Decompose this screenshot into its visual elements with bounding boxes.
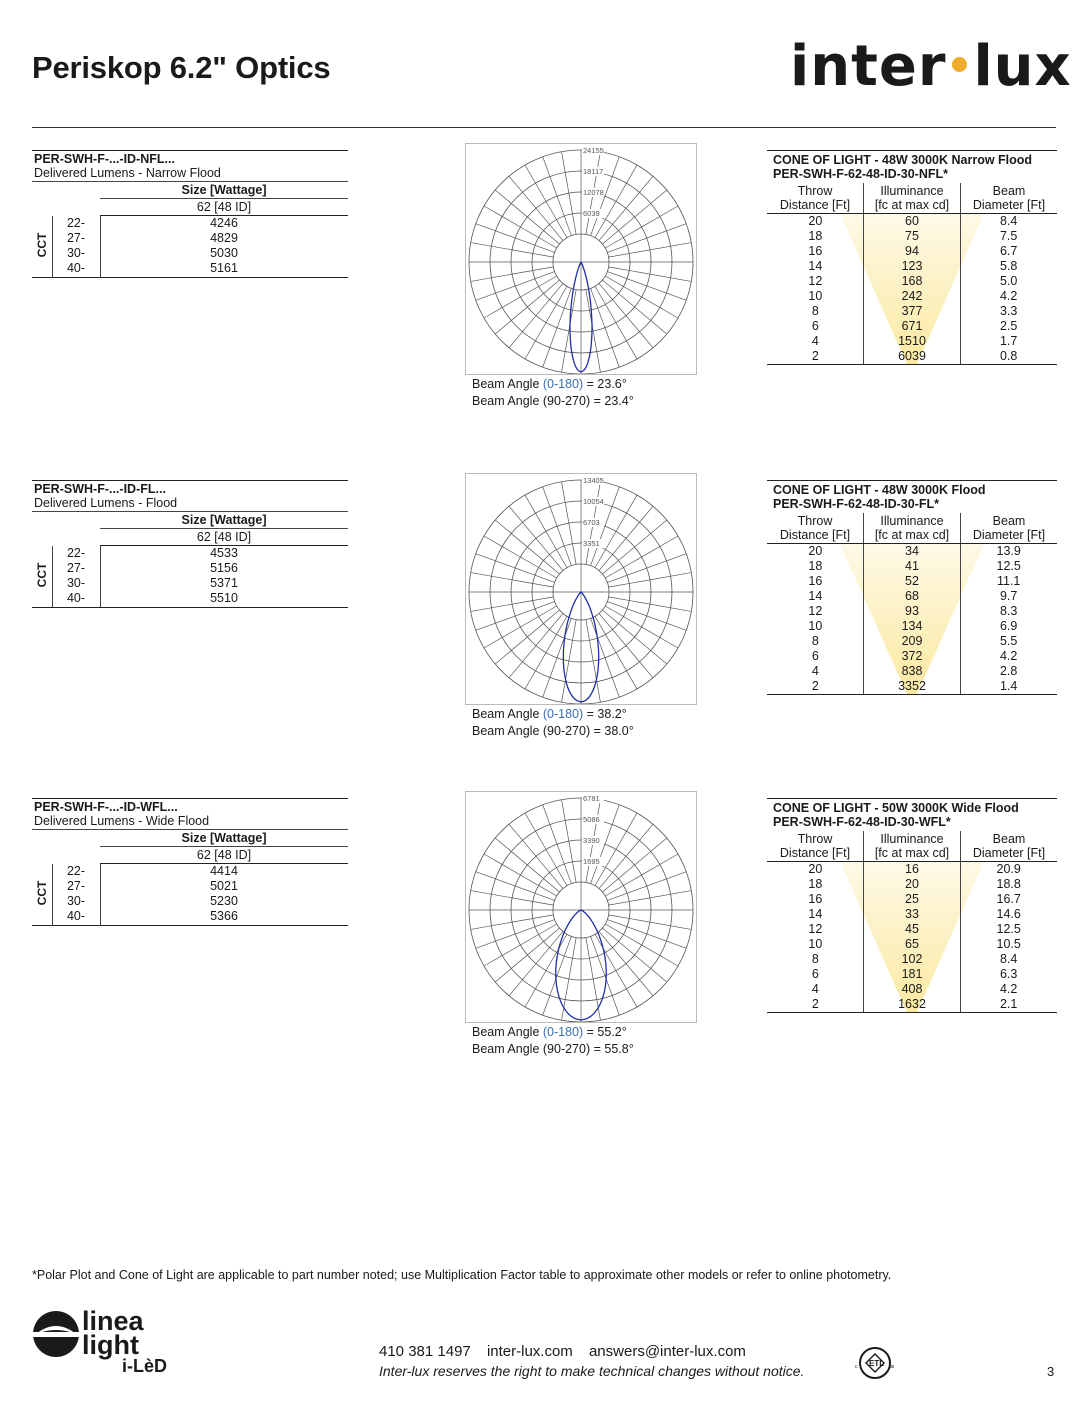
cone-body <box>767 544 1057 695</box>
lumen-value: 4533 <box>210 546 238 560</box>
beam-angle-90-270: Beam Angle (90-270) = 23.4° <box>472 394 634 408</box>
cone-row <box>767 559 1057 574</box>
cone-header: Beam Diameter [Ft] <box>960 183 1057 213</box>
cone-cell: 1510 <box>898 334 926 348</box>
cone-cell: 181 <box>901 967 923 981</box>
cone-row <box>767 952 1057 967</box>
cone-cell: 12 <box>808 604 823 618</box>
polar-spoke <box>484 854 557 896</box>
lumens-table <box>32 480 348 608</box>
cone-cell: 93 <box>905 604 919 618</box>
cone-row <box>767 319 1057 334</box>
cone-part-code: PER-SWH-F-62-48-ID-30-FL* <box>773 497 939 511</box>
cone-header: Beam Diameter [Ft] <box>960 831 1057 861</box>
part-code: PER-SWH-F-...-ID-FL... <box>32 480 348 496</box>
linea-light-logo <box>32 1304 192 1381</box>
polar-ring-label: 10054 <box>583 497 604 506</box>
polar-spoke <box>476 272 555 301</box>
polar-spoke <box>562 482 577 565</box>
cone-cell: 4.2 <box>999 982 1018 996</box>
inter-lux-logo <box>790 34 1072 99</box>
cone-cell: 94 <box>905 244 919 258</box>
cone-cell: 6 <box>811 649 819 663</box>
cone-cell: 123 <box>901 259 923 273</box>
polar-ring-label: 6703 <box>583 518 600 527</box>
polar-spoke <box>609 915 692 930</box>
cone-cell: 10.5 <box>996 937 1021 951</box>
logo-dot-icon <box>952 57 967 72</box>
cone-cell: 2 <box>811 679 819 693</box>
cone-cell: 2 <box>811 349 819 363</box>
lumen-value: 5371 <box>210 576 238 590</box>
polar-ring-label: 1695 <box>583 857 600 866</box>
phone-number: 410 381 1497 <box>379 1343 471 1360</box>
logo-light-text: light <box>82 1330 139 1360</box>
lumen-value: 4246 <box>210 216 238 230</box>
logo-text-inter: inter <box>790 34 947 99</box>
polar-spoke <box>609 243 692 258</box>
cct-label: CCT <box>35 880 49 906</box>
cone-header: Illuminance [fc at max cd] <box>863 183 960 213</box>
cone-cell: 12 <box>808 922 823 936</box>
polar-spoke <box>471 597 554 612</box>
polar-ring-label: 6781 <box>583 794 600 803</box>
cone-row <box>767 229 1057 244</box>
cone-cell: 2.5 <box>999 319 1018 333</box>
cone-cell: 33 <box>905 907 919 921</box>
polar-spoke <box>543 157 572 236</box>
cone-header: Illuminance [fc at max cd] <box>863 831 960 861</box>
polar-spoke <box>607 602 686 631</box>
polar-ring-label: 3351 <box>583 539 600 548</box>
cone-row <box>767 349 1057 364</box>
part-code: PER-SWH-F-...-ID-WFL... <box>32 798 348 814</box>
cone-cell: 5.0 <box>999 274 1018 288</box>
cone-cell: 18 <box>808 559 823 573</box>
polar-spoke <box>476 554 555 583</box>
cone-cell: 8 <box>811 952 819 966</box>
cone-cell: 5.8 <box>999 259 1018 273</box>
cone-cell: 3352 <box>898 679 926 693</box>
cone-cell: 102 <box>901 952 923 966</box>
cone-cell: 372 <box>901 649 923 663</box>
polar-spoke <box>595 934 637 1007</box>
cone-header: Illuminance [fc at max cd] <box>863 513 960 543</box>
polar-ring-label: 24155 <box>583 146 604 155</box>
cone-cell: 16 <box>808 574 823 588</box>
logo-iled-text: i-LèD <box>122 1356 167 1376</box>
polar-spoke <box>476 602 555 631</box>
cone-cell: 6.3 <box>999 967 1018 981</box>
size-value: 62 [48 ID] <box>100 847 348 864</box>
cct-value: 40- <box>66 261 86 275</box>
cone-cell: 10 <box>808 937 823 951</box>
cct-value: 22- <box>66 864 86 878</box>
polar-ring-label: 13405 <box>583 476 604 485</box>
size-header: Size [Wattage] <box>100 182 348 199</box>
cone-row <box>767 907 1057 922</box>
beam-angle-90-270: Beam Angle (90-270) = 38.0° <box>472 724 634 738</box>
polar-spoke <box>525 165 567 238</box>
page-title: Periskop 6.2" Optics <box>32 50 331 85</box>
polar-spoke <box>525 813 567 886</box>
polar-spoke <box>476 872 555 901</box>
cone-part-code: PER-SWH-F-62-48-ID-30-NFL* <box>773 167 949 181</box>
lumen-value: 5161 <box>210 261 238 275</box>
cone-part-code: PER-SWH-F-62-48-ID-30-WFL* <box>773 815 951 829</box>
cone-row <box>767 544 1057 559</box>
polar-spoke <box>609 891 692 906</box>
cct-value: 30- <box>66 894 86 908</box>
cone-cell: 60 <box>905 214 919 228</box>
cone-cell: 6 <box>811 967 819 981</box>
cct-value: 27- <box>66 879 86 893</box>
polar-spoke <box>525 286 567 359</box>
cone-cell: 20 <box>808 544 823 558</box>
cone-of-light-table <box>767 480 1057 695</box>
etl-certification-icon <box>853 1344 897 1389</box>
lumen-value: 5230 <box>210 894 238 908</box>
cone-cell: 52 <box>905 574 919 588</box>
polar-ring-label: 5086 <box>583 815 600 824</box>
cone-cell: 2.1 <box>999 997 1018 1011</box>
cone-cell: 4 <box>811 664 819 678</box>
cone-cell: 75 <box>905 229 919 243</box>
cone-cell: 18 <box>808 877 823 891</box>
polar-spoke <box>476 224 555 253</box>
polar-spoke <box>607 224 686 253</box>
polar-spoke <box>484 276 557 318</box>
cone-cell: 18.8 <box>996 877 1021 891</box>
cone-row <box>767 214 1057 229</box>
cct-value: 40- <box>66 591 86 605</box>
polar-spoke <box>471 573 554 588</box>
beam-angle-info <box>472 1024 634 1058</box>
polar-spoke <box>605 536 678 578</box>
cone-row <box>767 982 1057 997</box>
table-description: Delivered Lumens - Flood <box>32 496 348 512</box>
polar-spoke <box>595 616 637 689</box>
cone-cell: 12.5 <box>996 922 1021 936</box>
cone-cell: 16 <box>808 244 823 258</box>
cone-cell: 20 <box>905 877 919 891</box>
cone-row <box>767 574 1057 589</box>
cone-title: CONE OF LIGHT - 48W 3000K Flood <box>773 483 986 497</box>
cone-row <box>767 619 1057 634</box>
lumens-table <box>32 798 348 926</box>
cone-title: CONE OF LIGHT - 50W 3000K Wide Flood <box>773 801 1019 815</box>
logo-text-lux: lux <box>973 34 1072 99</box>
cone-cell: 10 <box>808 619 823 633</box>
polar-spoke <box>562 800 577 883</box>
polar-spoke <box>605 206 678 248</box>
polar-ring-label: 18117 <box>583 167 604 176</box>
cct-value: 30- <box>66 576 86 590</box>
polar-spoke <box>476 920 555 949</box>
logo-linea-text: linea <box>82 1306 144 1336</box>
cone-cell: 20.9 <box>996 862 1021 876</box>
cone-row <box>767 877 1057 892</box>
cone-cell: 8 <box>811 634 819 648</box>
cct-value: 40- <box>66 909 86 923</box>
cone-row <box>767 589 1057 604</box>
polar-spoke <box>607 272 686 301</box>
cone-cell: 134 <box>901 619 923 633</box>
cone-row <box>767 997 1057 1012</box>
cone-row <box>767 634 1057 649</box>
polar-spoke <box>484 606 557 648</box>
polar-spoke <box>484 206 557 248</box>
polar-spoke <box>609 267 692 282</box>
lumen-value: 5021 <box>210 879 238 893</box>
polar-spoke <box>525 495 567 568</box>
cone-cell: 4 <box>811 982 819 996</box>
cone-cell: 1.7 <box>999 334 1018 348</box>
cone-header: Throw Distance [Ft] <box>779 184 851 212</box>
cone-cell: 209 <box>901 634 923 648</box>
cone-cell: 68 <box>905 589 919 603</box>
table-description: Delivered Lumens - Wide Flood <box>32 814 348 830</box>
cone-cell: 4.2 <box>999 289 1018 303</box>
cct-value: 22- <box>66 216 86 230</box>
cone-header: Beam Diameter [Ft] <box>960 513 1057 543</box>
polar-spoke <box>605 854 678 896</box>
cone-cell: 14 <box>808 259 823 273</box>
part-code: PER-SWH-F-...-ID-NFL... <box>32 150 348 166</box>
beam-angle-info <box>472 376 634 410</box>
cone-cell: 7.5 <box>999 229 1018 243</box>
polar-spoke <box>607 554 686 583</box>
beam-angle-90-270: Beam Angle (90-270) = 55.8° <box>472 1042 634 1056</box>
lumen-value: 5366 <box>210 909 238 923</box>
lumen-value: 5510 <box>210 591 238 605</box>
polar-plot <box>465 143 697 375</box>
cone-row <box>767 244 1057 259</box>
cone-cell: 20 <box>808 862 823 876</box>
cone-row <box>767 334 1057 349</box>
cone-cell: 65 <box>905 937 919 951</box>
polar-ring-label: 3390 <box>583 836 600 845</box>
polar-spoke <box>591 936 620 1015</box>
cone-cell: 2 <box>811 997 819 1011</box>
cct-label: CCT <box>35 232 49 258</box>
svg-text:us: us <box>889 1364 895 1370</box>
size-value: 62 [48 ID] <box>100 529 348 546</box>
cone-cell: 408 <box>901 982 923 996</box>
cone-cell: 16 <box>905 862 919 876</box>
cone-cell: 14 <box>808 589 823 603</box>
cone-row <box>767 289 1057 304</box>
polar-spoke <box>607 920 686 949</box>
lumens-table <box>32 150 348 278</box>
cct-label: CCT <box>35 562 49 588</box>
page-number: 3 <box>1047 1364 1055 1379</box>
cone-cell: 5.5 <box>999 634 1018 648</box>
cone-cell: 16 <box>808 892 823 906</box>
cone-cell: 8 <box>811 304 819 318</box>
lumen-value: 4829 <box>210 231 238 245</box>
cone-cell: 168 <box>901 274 923 288</box>
cone-row <box>767 274 1057 289</box>
polar-spoke <box>471 267 554 282</box>
cone-cell: 6.9 <box>999 619 1018 633</box>
cone-cell: 18 <box>808 229 823 243</box>
polar-ring-label: 12078 <box>583 188 604 197</box>
cone-cell: 242 <box>901 289 923 303</box>
header-divider <box>32 127 1056 128</box>
beam-angle-info <box>472 706 634 740</box>
polar-spoke <box>471 915 554 930</box>
cone-row <box>767 304 1057 319</box>
size-header: Size [Wattage] <box>100 512 348 529</box>
size-header: Size [Wattage] <box>100 830 348 847</box>
cone-cell: 6039 <box>898 349 926 363</box>
cone-row <box>767 664 1057 679</box>
cone-cell: 1.4 <box>999 679 1018 693</box>
cone-row <box>767 937 1057 952</box>
polar-spoke <box>525 616 567 689</box>
beam-angle-0-180: Beam Angle (0-180) = 55.2° <box>472 1025 627 1039</box>
polar-plot <box>465 473 697 705</box>
polar-spoke <box>595 286 637 359</box>
cone-cell: 16.7 <box>996 892 1021 906</box>
cone-cell: 13.9 <box>996 544 1021 558</box>
cone-cell: 671 <box>901 319 923 333</box>
cone-cell: 12.5 <box>996 559 1021 573</box>
cone-cell: 4.2 <box>999 649 1018 663</box>
cone-cell: 45 <box>905 922 919 936</box>
polar-spoke <box>471 243 554 258</box>
cone-cell: 6.7 <box>999 244 1018 258</box>
cone-row <box>767 922 1057 937</box>
polar-spoke <box>562 152 577 235</box>
size-value: 62 [48 ID] <box>100 199 348 216</box>
polar-spoke <box>605 924 678 966</box>
polar-spoke <box>609 573 692 588</box>
cone-row <box>767 892 1057 907</box>
cone-cell: 377 <box>901 304 923 318</box>
polar-spoke <box>471 891 554 906</box>
cone-body <box>767 214 1057 365</box>
cone-cell: 9.7 <box>999 589 1018 603</box>
cone-header: Throw Distance [Ft] <box>779 514 851 542</box>
disclaimer: Inter-lux reserves the right to make technical changes without notice. <box>379 1363 805 1379</box>
polar-spoke <box>543 288 572 367</box>
lumen-value: 4414 <box>210 864 238 878</box>
cone-row <box>767 679 1057 694</box>
cone-cell: 8.4 <box>999 214 1018 228</box>
cone-cell: 8.3 <box>999 604 1018 618</box>
cone-cell: 8.4 <box>999 952 1018 966</box>
cct-value: 30- <box>66 246 86 260</box>
cone-row <box>767 604 1057 619</box>
polar-spoke <box>484 924 557 966</box>
cone-cell: 10 <box>808 289 823 303</box>
cone-cell: 3.3 <box>999 304 1018 318</box>
cone-cell: 14 <box>808 907 823 921</box>
polar-spoke <box>484 536 557 578</box>
polar-spoke <box>607 872 686 901</box>
cone-of-light-table <box>767 150 1057 365</box>
cone-cell: 1632 <box>898 997 926 1011</box>
cone-cell: 34 <box>905 544 919 558</box>
cone-row <box>767 967 1057 982</box>
cone-cell: 4 <box>811 334 819 348</box>
cct-value: 27- <box>66 561 86 575</box>
cone-row <box>767 259 1057 274</box>
cone-cell: 11.1 <box>996 574 1021 588</box>
polar-spoke <box>525 934 567 1007</box>
cone-cell: 20 <box>808 214 823 228</box>
table-description: Delivered Lumens - Narrow Flood <box>32 166 348 182</box>
polar-spoke <box>605 606 678 648</box>
cct-value: 22- <box>66 546 86 560</box>
cone-cell: 41 <box>905 559 919 573</box>
polar-spoke <box>543 936 572 1015</box>
cone-cell: 0.8 <box>999 349 1018 363</box>
lumen-value: 5156 <box>210 561 238 575</box>
cone-row <box>767 862 1057 877</box>
cone-cell: 2.8 <box>999 664 1018 678</box>
polar-spoke <box>543 487 572 566</box>
cone-body <box>767 862 1057 1013</box>
polar-ring-label: 6039 <box>583 209 600 218</box>
polar-spoke <box>605 276 678 318</box>
cone-cell: 14.6 <box>996 907 1021 921</box>
cct-value: 27- <box>66 231 86 245</box>
polar-plot <box>465 791 697 1023</box>
cone-cell: 25 <box>905 892 919 906</box>
cone-of-light-table <box>767 798 1057 1013</box>
svg-text:ETL: ETL <box>869 1359 885 1368</box>
lumen-value: 5030 <box>210 246 238 260</box>
polar-spoke <box>591 288 620 367</box>
cone-row <box>767 649 1057 664</box>
beam-angle-0-180: Beam Angle (0-180) = 38.2° <box>472 707 627 721</box>
email-link[interactable]: answers@inter-lux.com <box>588 1343 746 1360</box>
polar-spoke <box>543 805 572 884</box>
cone-title: CONE OF LIGHT - 48W 3000K Narrow Flood <box>773 153 1033 167</box>
website-link[interactable]: inter-lux.com <box>486 1343 573 1360</box>
cone-cell: 12 <box>808 274 823 288</box>
cone-cell: 6 <box>811 319 819 333</box>
contact-line <box>379 1343 758 1360</box>
svg-text:c: c <box>855 1364 858 1370</box>
footnote: *Polar Plot and Cone of Light are applicable to part number noted; use Multiplication Factor table to approximate other models or refer to online photometry. <box>32 1268 892 1282</box>
cone-header: Throw Distance [Ft] <box>779 832 851 860</box>
cone-cell: 838 <box>901 664 923 678</box>
beam-angle-0-180: Beam Angle (0-180) = 23.6° <box>472 377 627 391</box>
polar-spoke <box>609 597 692 612</box>
